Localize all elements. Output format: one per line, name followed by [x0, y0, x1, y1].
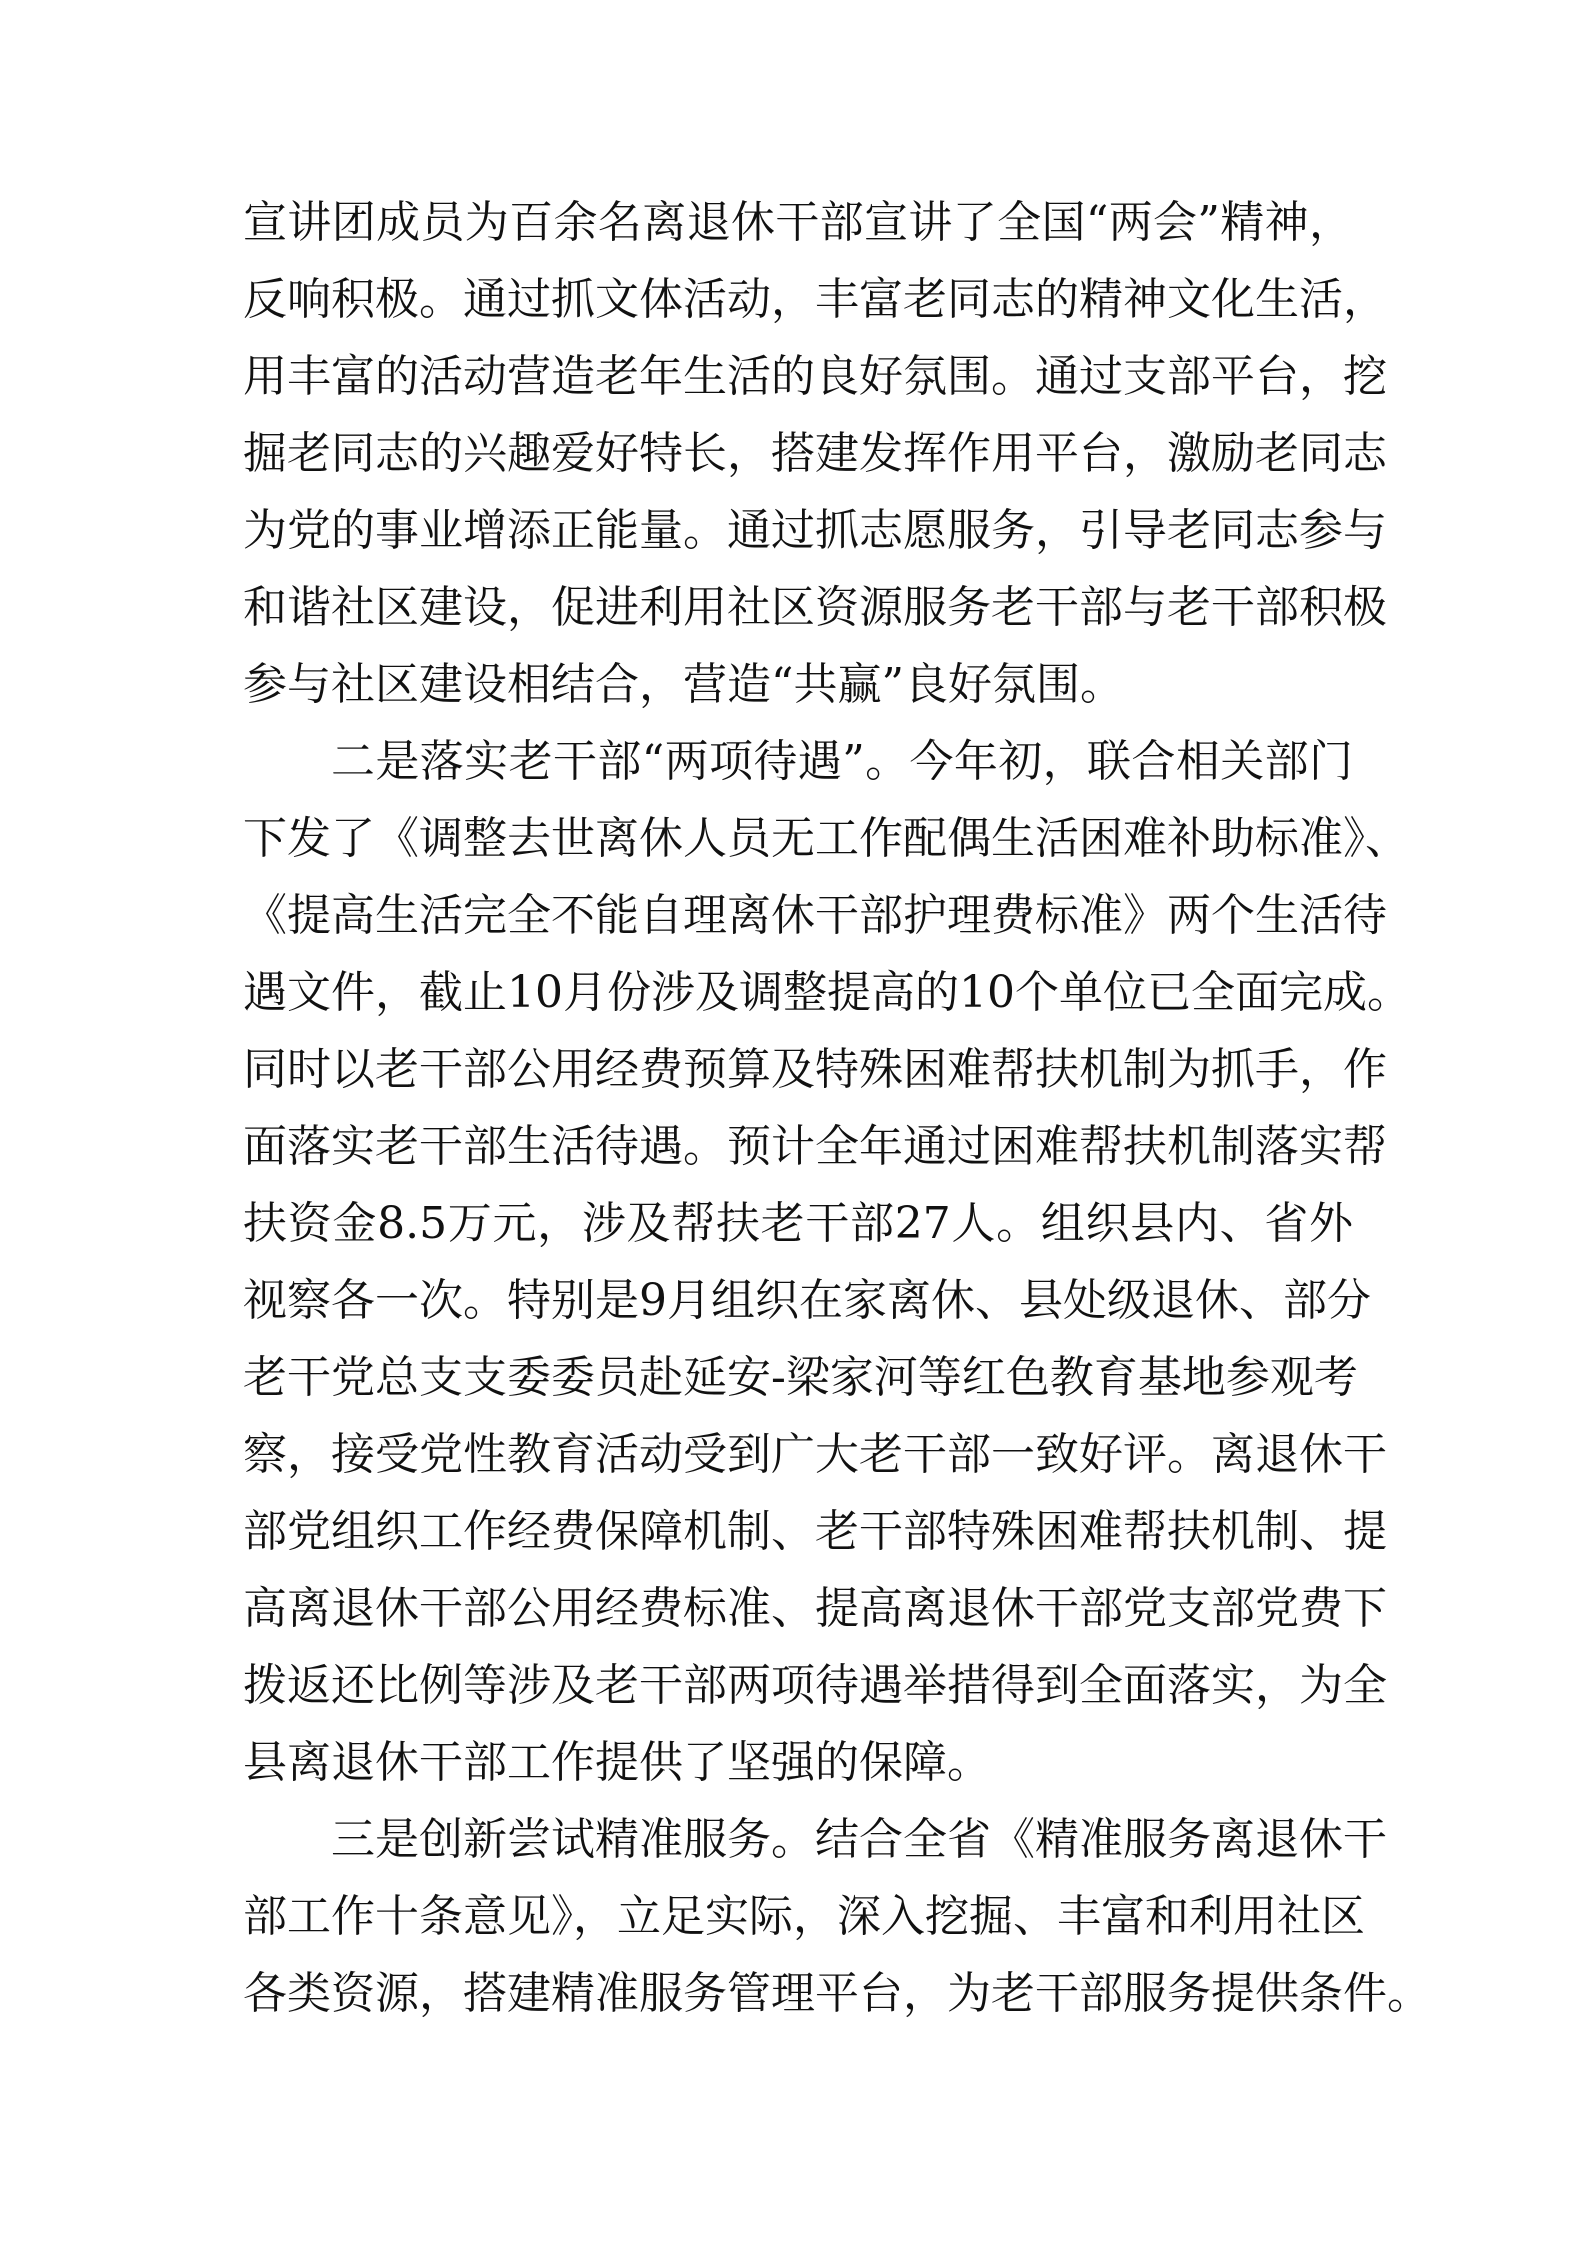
paragraph-3 — [243, 1801, 1431, 2032]
text-line: 高离退休干部公用经费标准、提高离退休干部党支部党费下 — [243, 1583, 1387, 1634]
paragraph-1 — [243, 184, 1387, 723]
text-line: 老干党总支支委委员赴延安-梁家河等红色教育基地参观考 — [243, 1352, 1358, 1403]
text-line: 参与社区建设相结合，营造“共赢”良好氛围。 — [243, 659, 1124, 710]
text-line: 各类资源，搭建精准服务管理平台，为老干部服务提供条件。 — [243, 1968, 1431, 2019]
text-line: 三是创新尝试精准服务。结合全省《精准服务离退休干 — [331, 1814, 1387, 1865]
text-line: 《提高生活完全不能自理离休干部护理费标准》两个生活待 — [243, 890, 1387, 941]
text-line: 部党组织工作经费保障机制、老干部特殊困难帮扶机制、提 — [243, 1506, 1387, 1557]
text-line: 掘老同志的兴趣爱好特长，搭建发挥作用平台，激励老同志 — [243, 428, 1387, 479]
text-line: 宣讲团成员为百余名离退休干部宣讲了全国“两会”精神， — [243, 197, 1353, 248]
text-line: 拨返还比例等涉及老干部两项待遇举措得到全面落实，为全 — [243, 1660, 1387, 1711]
body-text — [243, 184, 1431, 2032]
text-line: 二是落实老干部“两项待遇”。今年初，联合相关部门 — [331, 736, 1353, 787]
text-line: 反响积极。通过抓文体活动，丰富老同志的精神文化生活， — [243, 274, 1387, 325]
text-line: 和谐社区建设，促进利用社区资源服务老干部与老干部积极 — [243, 582, 1387, 633]
text-line: 县离退休干部工作提供了坚强的保障。 — [243, 1737, 991, 1788]
text-line: 面落实老干部生活待遇。预计全年通过困难帮扶机制落实帮 — [243, 1121, 1387, 1172]
text-line: 同时以老干部公用经费预算及特殊困难帮扶机制为抓手，作 — [243, 1044, 1387, 1095]
paragraph-2 — [243, 723, 1411, 1801]
text-line: 部工作十条意见》，立足实际，深入挖掘、丰富和利用社区 — [243, 1891, 1365, 1942]
text-line: 下发了《调整去世离休人员无工作配偶生活困难补助标准》、 — [243, 813, 1409, 864]
text-line: 为党的事业增添正能量。通过抓志愿服务，引导老同志参与 — [243, 505, 1387, 556]
text-line: 扶资金8.5万元，涉及帮扶老干部27人。组织县内、省外 — [243, 1198, 1353, 1249]
text-line: 察，接受党性教育活动受到广大老干部一致好评。离退休干 — [243, 1429, 1387, 1480]
text-line: 视察各一次。特别是9月组织在家离休、县处级退休、部分 — [243, 1275, 1371, 1326]
text-line: 遇文件，截止10月份涉及调整提高的10个单位已全面完成。 — [243, 967, 1411, 1018]
text-line: 用丰富的活动营造老年生活的良好氛围。通过支部平台，挖 — [243, 351, 1387, 402]
